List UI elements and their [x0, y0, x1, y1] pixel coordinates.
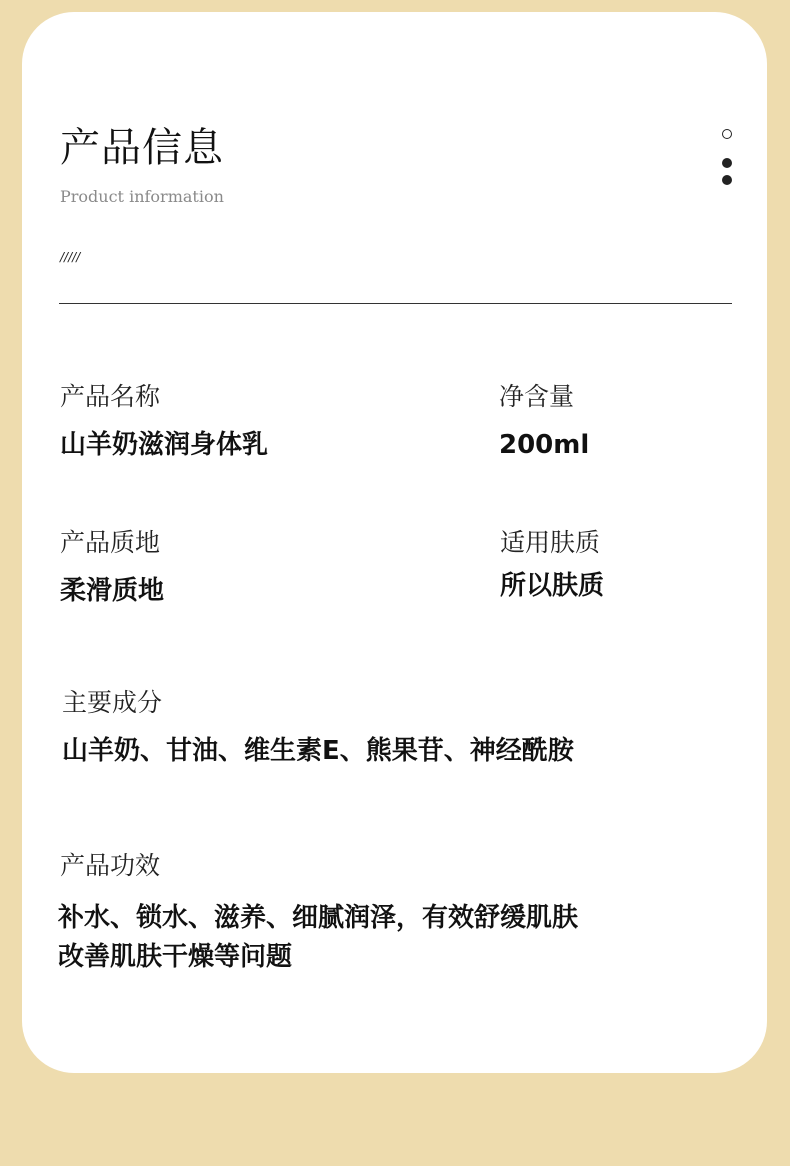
skin-type-value: 所以肤质	[500, 571, 605, 601]
ingredients-label: 主要成分	[62, 688, 163, 717]
hollow-dot-icon	[722, 129, 732, 139]
volume-label: 净含量	[499, 382, 575, 411]
effects-value-line1: 补水、锁水、滋养、细腻润泽，有效舒缓肌肤	[58, 903, 579, 933]
page-title: 产品信息	[60, 125, 224, 171]
ingredients-value: 山羊奶、甘油、维生素E、熊果苷、神经酰胺	[62, 736, 574, 766]
product-name-label: 产品名称	[60, 382, 161, 411]
info-card	[22, 12, 767, 1073]
effects-value-line2: 改善肌肤干燥等问题	[58, 942, 293, 972]
texture-value: 柔滑质地	[60, 576, 165, 606]
dots-decoration	[722, 129, 732, 189]
volume-value: 200ml	[499, 430, 590, 460]
product-name-value: 山羊奶滋润身体乳	[60, 430, 269, 460]
filled-dot-icon	[722, 158, 732, 168]
slash-decoration: /////	[60, 250, 81, 264]
filled-dot-icon	[722, 175, 732, 185]
skin-type-label: 适用肤质	[500, 528, 601, 557]
page-subtitle: Product information	[60, 187, 224, 206]
texture-label: 产品质地	[60, 528, 161, 557]
divider	[59, 303, 732, 304]
effects-label: 产品功效	[60, 851, 161, 880]
